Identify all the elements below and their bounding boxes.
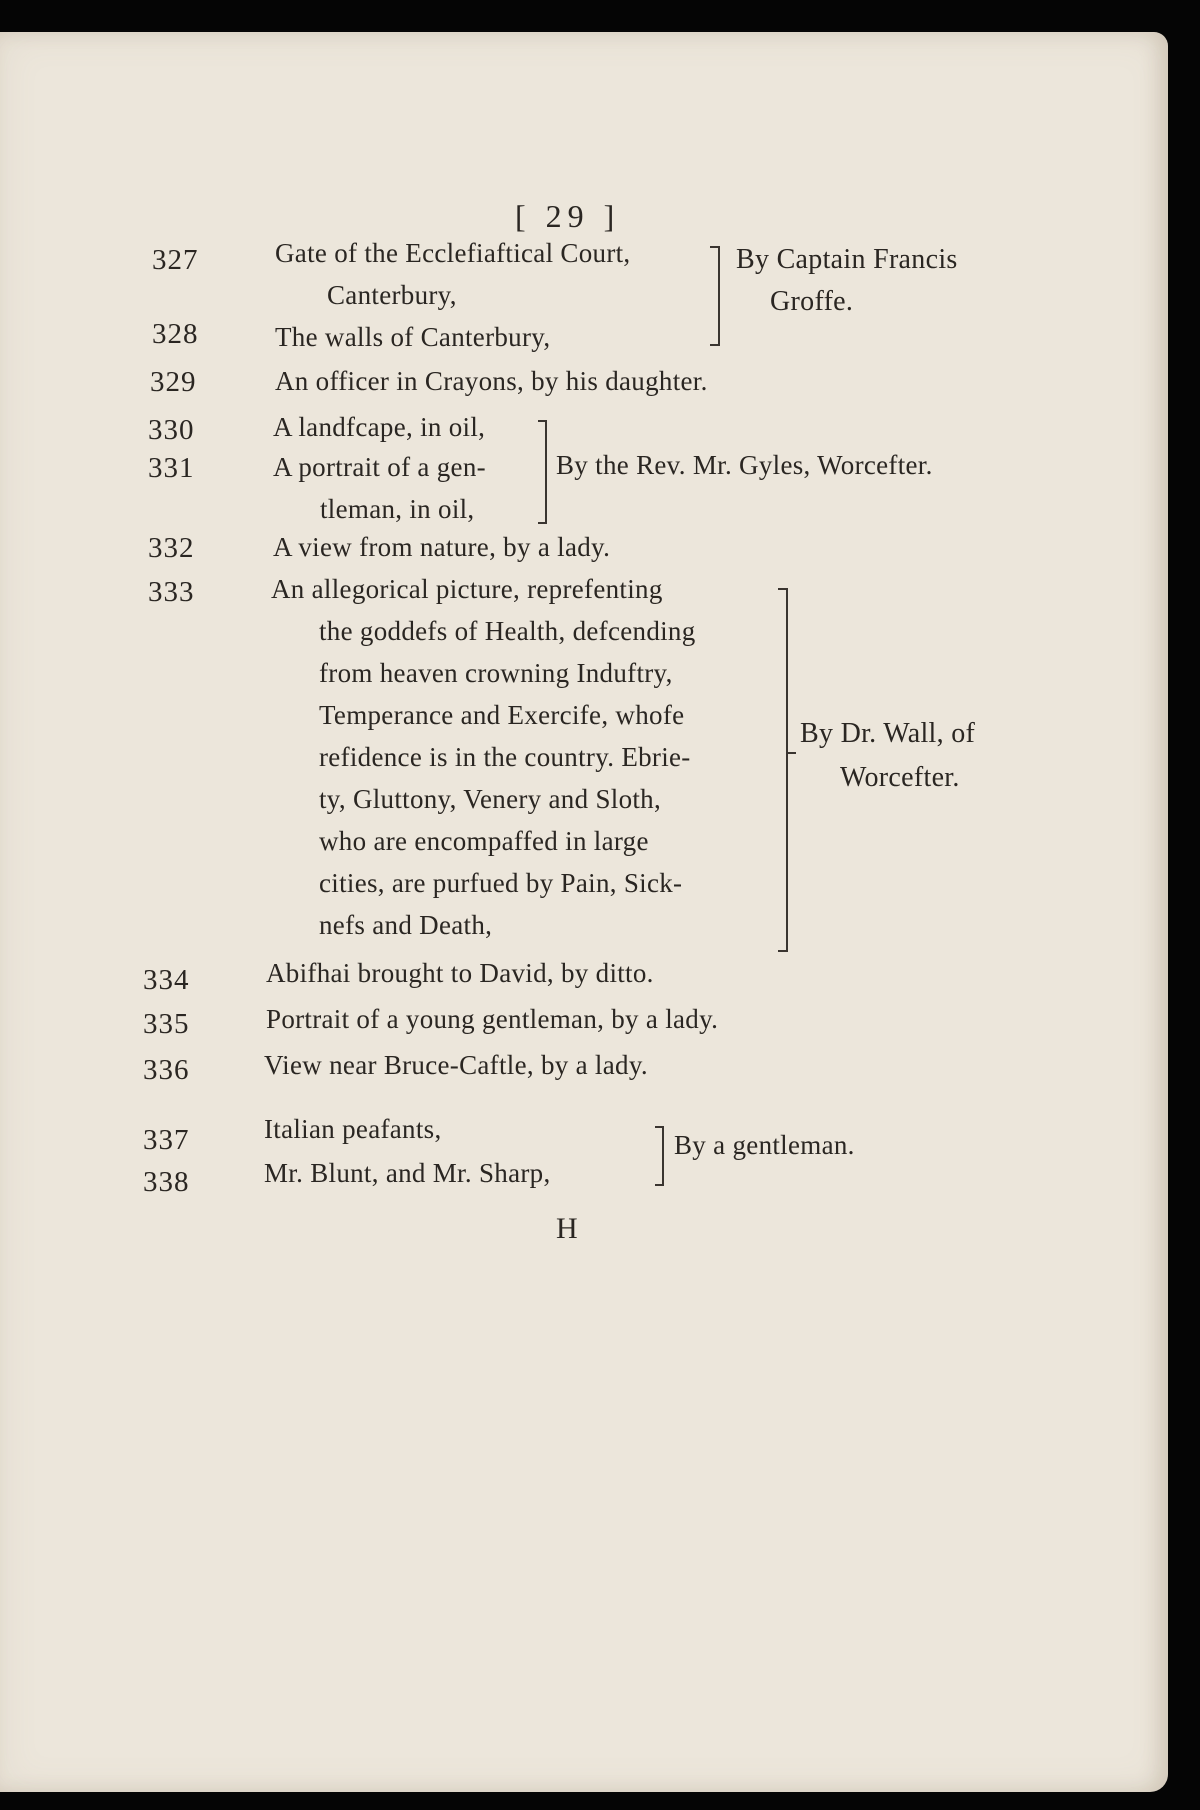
entry-number-330: 330 <box>148 414 195 446</box>
entry-331-line-2: tleman, in oil, <box>320 494 475 524</box>
entry-333-line-2: the goddefs of Health, defcending <box>319 616 696 646</box>
entry-333-line-6: ty, Gluttony, Venery and Sloth, <box>319 784 662 814</box>
entry-337-line-1: Italian peafants, <box>264 1114 442 1144</box>
brace-337-338-top <box>655 1126 663 1128</box>
brace-330-331 <box>545 420 547 524</box>
entry-332-line-1: A view from nature, by a lady. <box>273 532 611 562</box>
attribution-337-338: By a gentleman. <box>674 1130 855 1160</box>
entry-331-line-1: A portrait of a gen- <box>273 452 486 482</box>
entry-334-line-1: Abifhai brought to David, by ditto. <box>266 958 654 988</box>
brace-330-331-top <box>538 420 546 422</box>
attribution-333-line-2: Worcefter. <box>840 762 960 793</box>
brace-333-point <box>786 752 796 754</box>
entry-number-334: 334 <box>143 964 190 996</box>
brace-333-bottom <box>778 950 787 952</box>
brace-337-338-bottom <box>655 1184 663 1186</box>
attribution-327-328-line-2: Groffe. <box>770 286 854 317</box>
entry-number-327: 327 <box>152 244 199 276</box>
entry-333-line-7: who are encompaffed in large <box>319 826 649 856</box>
entry-number-338: 338 <box>143 1166 190 1198</box>
book-page <box>0 32 1168 1792</box>
brace-337-338 <box>662 1126 664 1186</box>
entry-number-335: 335 <box>143 1008 190 1040</box>
entry-327-line-1: Gate of the Ecclefiaftical Court, <box>275 238 631 268</box>
attribution-327-328-line-1: By Captain Francis <box>736 244 958 275</box>
brace-333-top <box>778 588 787 590</box>
entry-327-line-2: Canterbury, <box>327 280 457 310</box>
brace-327-328-top <box>710 246 719 248</box>
entry-333-line-4: Temperance and Exercife, whofe <box>319 700 685 730</box>
brace-327-328-bottom <box>710 344 719 346</box>
entry-330-line-1: A landfcape, in oil, <box>273 412 486 442</box>
entry-333-line-9: nefs and Death, <box>319 910 493 940</box>
entry-338-line-1: Mr. Blunt, and Mr. Sharp, <box>264 1158 551 1188</box>
entry-number-332: 332 <box>148 532 195 564</box>
page-header: [ 29 ] <box>515 198 621 234</box>
brace-327-328 <box>718 246 720 346</box>
attribution-333-line-1: By Dr. Wall, of <box>800 718 976 749</box>
brace-333 <box>786 588 788 952</box>
signature-mark: H <box>556 1212 578 1245</box>
entry-number-328: 328 <box>152 318 199 350</box>
entry-333-line-8: cities, are purfued by Pain, Sick- <box>319 868 683 898</box>
entry-number-333: 333 <box>148 576 195 608</box>
entry-number-337: 337 <box>143 1124 190 1156</box>
brace-330-331-bottom <box>538 522 546 524</box>
entry-335-line-1: Portrait of a young gentleman, by a lady. <box>266 1004 719 1034</box>
entry-336-line-1: View near Bruce-Caftle, by a lady. <box>264 1050 648 1080</box>
entry-number-331: 331 <box>148 452 195 484</box>
attribution-330-331: By the Rev. Mr. Gyles, Worcefter. <box>556 450 933 480</box>
entry-333-line-1: An allegorical picture, reprefenting <box>271 574 663 604</box>
entry-number-329: 329 <box>150 366 197 398</box>
entry-333-line-5: refidence is in the country. Ebrie- <box>319 742 691 772</box>
entry-329-line-1: An officer in Crayons, by his daughter. <box>275 366 708 396</box>
entry-333-line-3: from heaven crowning Induftry, <box>319 658 673 688</box>
entry-number-336: 336 <box>143 1054 190 1086</box>
entry-328-line-1: The walls of Canterbury, <box>275 322 551 352</box>
